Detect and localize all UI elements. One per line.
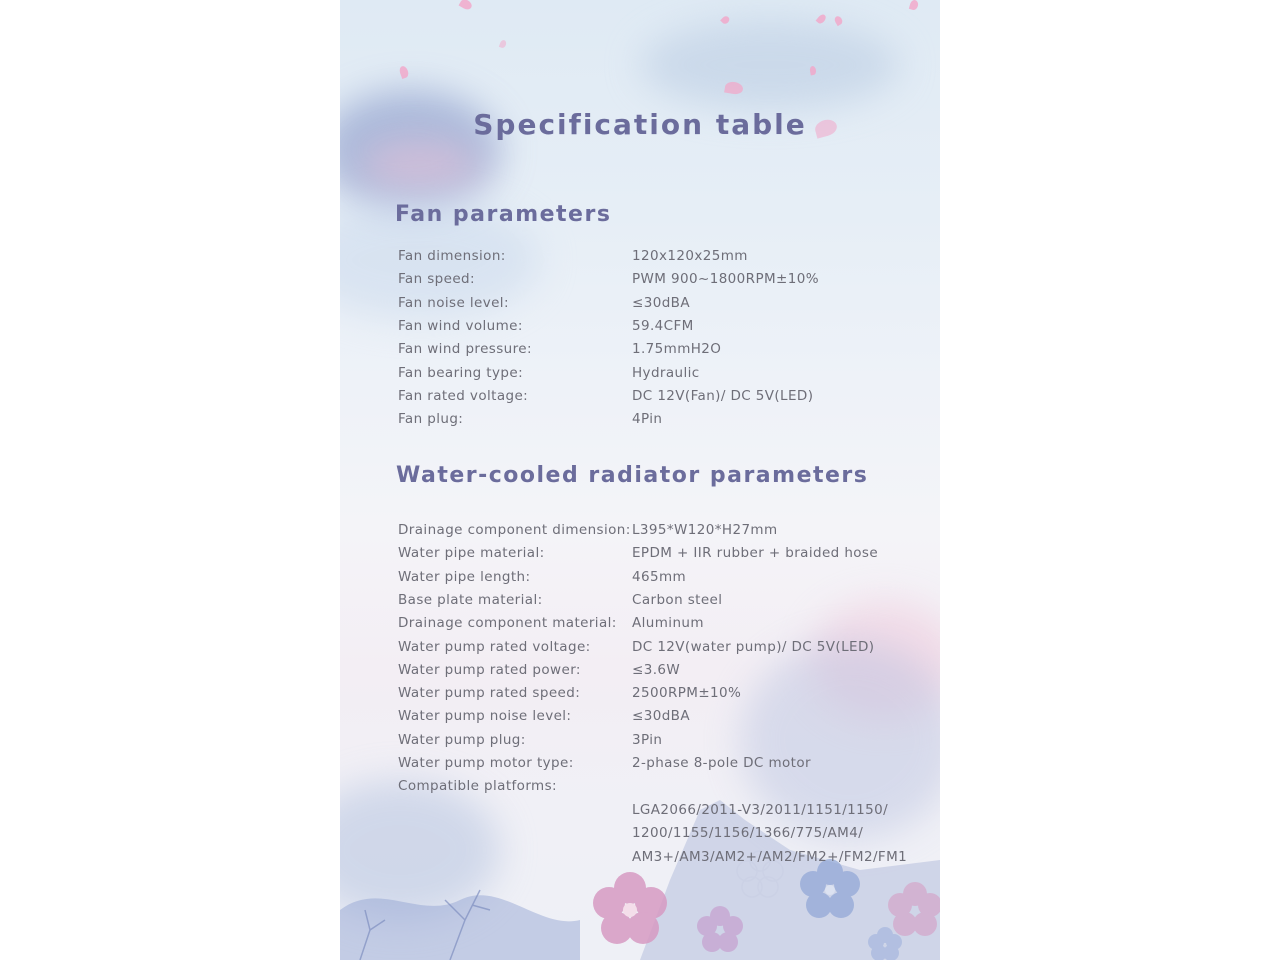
- spec-label: Fan wind volume:: [398, 317, 523, 334]
- spec-value: 2-phase 8-pole DC motor: [632, 755, 811, 771]
- spec-value: 59.4CFM: [632, 317, 694, 334]
- spec-value: DC 12V(water pump)/ DC 5V(LED): [632, 638, 875, 655]
- spec-label: Water pipe material:: [398, 545, 545, 562]
- petal-decoration: [499, 39, 507, 49]
- spec-panel: [340, 0, 940, 960]
- fan-parameters-heading: Fan parameters: [395, 202, 612, 227]
- spec-value: EPDM + IIR rubber + braided hose: [632, 545, 879, 562]
- spec-value: DC 12V(Fan)/ DC 5V(LED): [632, 387, 814, 404]
- spec-value: Hydraulic: [632, 364, 700, 381]
- spec-label: Fan bearing type:: [398, 364, 524, 381]
- platform-line: LGA2066/2011-V3/2011/1151/1150/: [632, 802, 889, 818]
- spec-label: Drainage component material:: [398, 615, 617, 632]
- cloud-wash-top: [640, 20, 900, 110]
- spec-label: Fan noise level:: [398, 294, 509, 311]
- petal-decoration: [459, 0, 474, 11]
- spec-value: Aluminum: [632, 615, 704, 632]
- spec-value: 120x120x25mm: [632, 248, 748, 264]
- spec-label: Fan plug:: [398, 411, 464, 428]
- spec-value: 2500RPM±10%: [632, 685, 742, 702]
- spec-label: Water pump rated speed:: [398, 685, 581, 702]
- spec-label: Water pump rated voltage:: [398, 638, 591, 655]
- petal-decoration: [833, 15, 844, 26]
- petal-decoration: [398, 65, 410, 79]
- spec-label: Water pump plug:: [398, 731, 526, 748]
- platform-line: AM3+/AM3/AM2+/AM2/FM2+/FM2/FM1: [632, 848, 908, 865]
- spec-label: Drainage component dimension:: [398, 522, 631, 538]
- spec-label: Fan speed:: [398, 271, 475, 288]
- spec-label: Fan dimension:: [398, 248, 506, 264]
- spec-value: ≤30dBA: [632, 294, 690, 311]
- petal-decoration: [909, 0, 919, 11]
- spec-value: 3Pin: [632, 731, 663, 748]
- spec-label: Water pump noise level:: [398, 708, 572, 725]
- spec-value: ≤30dBA: [632, 708, 690, 725]
- spec-value: 1.75mmH2O: [632, 341, 722, 358]
- spec-value: PWM 900~1800RPM±10%: [632, 271, 819, 288]
- spec-label: Water pipe length:: [398, 568, 531, 585]
- spec-label: Water pump rated power:: [398, 661, 581, 678]
- spec-label: Compatible platforms:: [398, 778, 557, 795]
- platform-line: 1200/1155/1156/1366/775/AM4/: [632, 825, 864, 842]
- spec-label: Fan rated voltage:: [398, 387, 529, 404]
- spec-label: Fan wind pressure:: [398, 341, 532, 358]
- spec-value: 465mm: [632, 568, 687, 585]
- cherry-blossom-icon: [593, 872, 667, 944]
- spec-value: 4Pin: [632, 411, 663, 428]
- spec-value: L395*W120*H27mm: [632, 522, 778, 538]
- pink-wash-top: [360, 140, 480, 190]
- spec-value: Carbon steel: [632, 591, 723, 608]
- radiator-parameters-heading: Water-cooled radiator parameters: [396, 463, 869, 488]
- spec-value: ≤3.6W: [632, 661, 681, 678]
- page-title: Specification table: [473, 108, 807, 141]
- spec-label: Base plate material:: [398, 591, 543, 608]
- spec-label: Water pump motor type:: [398, 755, 574, 771]
